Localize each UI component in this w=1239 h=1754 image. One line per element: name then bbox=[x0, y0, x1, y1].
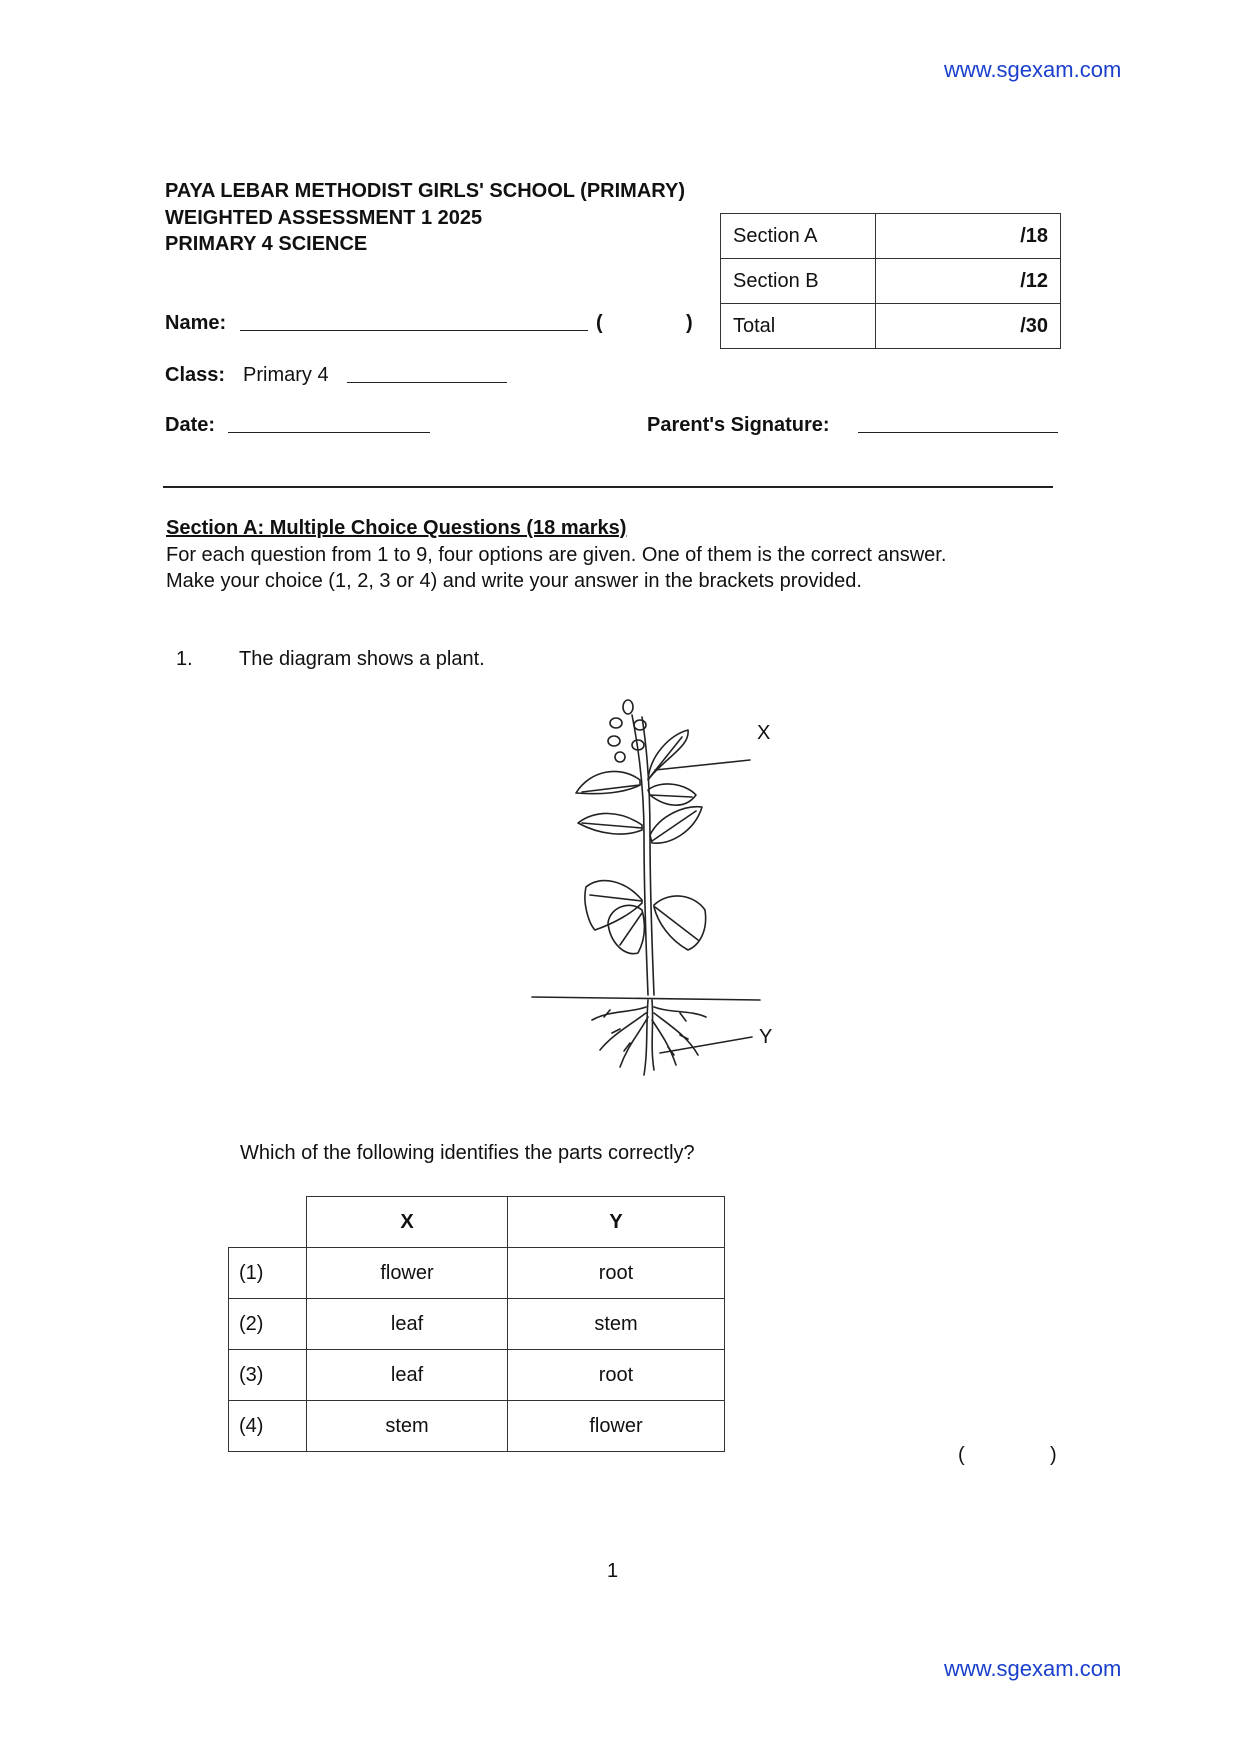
option-y: stem bbox=[508, 1299, 725, 1350]
option-y: root bbox=[508, 1248, 725, 1299]
score-section-name: Section A bbox=[721, 214, 876, 259]
page-number: 1 bbox=[607, 1560, 619, 1582]
assessment-title: WEIGHTED ASSESSMENT 1 2025 bbox=[165, 207, 483, 229]
watermark-link-bottom[interactable]: www.sgexam.com bbox=[944, 1656, 1122, 1681]
section-a-instruction: Make your choice (1, 2, 3 or 4) and write your answer in the brackets provided. bbox=[166, 570, 862, 592]
question-number: 1. bbox=[176, 648, 193, 670]
section-a-title: Section A: Multiple Choice Questions (18 marks) bbox=[166, 517, 627, 539]
header-y: Y bbox=[508, 1197, 725, 1248]
class-field[interactable] bbox=[347, 382, 507, 383]
option-y: flower bbox=[508, 1401, 725, 1452]
header-divider bbox=[163, 486, 1053, 488]
header-x: X bbox=[307, 1197, 508, 1248]
option-row[interactable] bbox=[229, 1350, 725, 1401]
option-number: (1) bbox=[229, 1248, 307, 1299]
question-prompt: Which of the following identifies the parts correctly? bbox=[240, 1142, 695, 1164]
school-name: PAYA LEBAR METHODIST GIRLS' SCHOOL (PRIMARY) bbox=[165, 180, 685, 202]
date-field[interactable] bbox=[228, 432, 430, 433]
plant-diagram bbox=[520, 695, 800, 1090]
question-stem: The diagram shows a plant. bbox=[239, 648, 485, 670]
options-table bbox=[228, 1196, 725, 1452]
option-row[interactable] bbox=[229, 1299, 725, 1350]
name-field[interactable] bbox=[240, 330, 588, 331]
option-y: root bbox=[508, 1350, 725, 1401]
score-row bbox=[721, 304, 1061, 349]
signature-label: Parent's Signature: bbox=[647, 414, 830, 436]
diagram-label-y: Y bbox=[759, 1026, 773, 1048]
header-blank-cell bbox=[229, 1197, 307, 1248]
score-section-name: Total bbox=[721, 304, 876, 349]
label-line-x bbox=[655, 760, 750, 770]
diagram-label-x: X bbox=[757, 722, 771, 744]
signature-field[interactable] bbox=[858, 432, 1058, 433]
name-label: Name: bbox=[165, 312, 227, 334]
index-close-bracket: ) bbox=[686, 312, 693, 334]
section-a-instruction: For each question from 1 to 9, four options are given. One of them is the correct answer. bbox=[166, 544, 947, 566]
date-label: Date: bbox=[165, 414, 216, 436]
answer-open-bracket: ( bbox=[958, 1444, 965, 1466]
score-table bbox=[720, 213, 1061, 349]
index-open-bracket: ( bbox=[596, 312, 603, 334]
option-x: flower bbox=[307, 1248, 508, 1299]
score-max: /30 bbox=[876, 304, 1061, 349]
score-row bbox=[721, 214, 1061, 259]
ground-line bbox=[532, 997, 760, 1000]
option-row[interactable] bbox=[229, 1248, 725, 1299]
watermark-link-top[interactable]: www.sgexam.com bbox=[944, 57, 1122, 82]
option-number: (2) bbox=[229, 1299, 307, 1350]
option-x: leaf bbox=[307, 1350, 508, 1401]
class-value: Primary 4 bbox=[243, 364, 329, 386]
score-max: /18 bbox=[876, 214, 1061, 259]
option-row[interactable] bbox=[229, 1401, 725, 1452]
answer-field[interactable] bbox=[975, 1440, 1045, 1470]
subject-title: PRIMARY 4 SCIENCE bbox=[165, 233, 368, 255]
option-x: leaf bbox=[307, 1299, 508, 1350]
answer-close-bracket: ) bbox=[1050, 1444, 1057, 1466]
option-number: (3) bbox=[229, 1350, 307, 1401]
option-x: stem bbox=[307, 1401, 508, 1452]
options-header-row bbox=[229, 1197, 725, 1248]
score-max: /12 bbox=[876, 259, 1061, 304]
score-section-name: Section B bbox=[721, 259, 876, 304]
roots-y bbox=[592, 1000, 706, 1075]
option-number: (4) bbox=[229, 1401, 307, 1452]
label-line-y bbox=[660, 1037, 752, 1053]
score-row bbox=[721, 259, 1061, 304]
class-label: Class: bbox=[165, 364, 226, 386]
